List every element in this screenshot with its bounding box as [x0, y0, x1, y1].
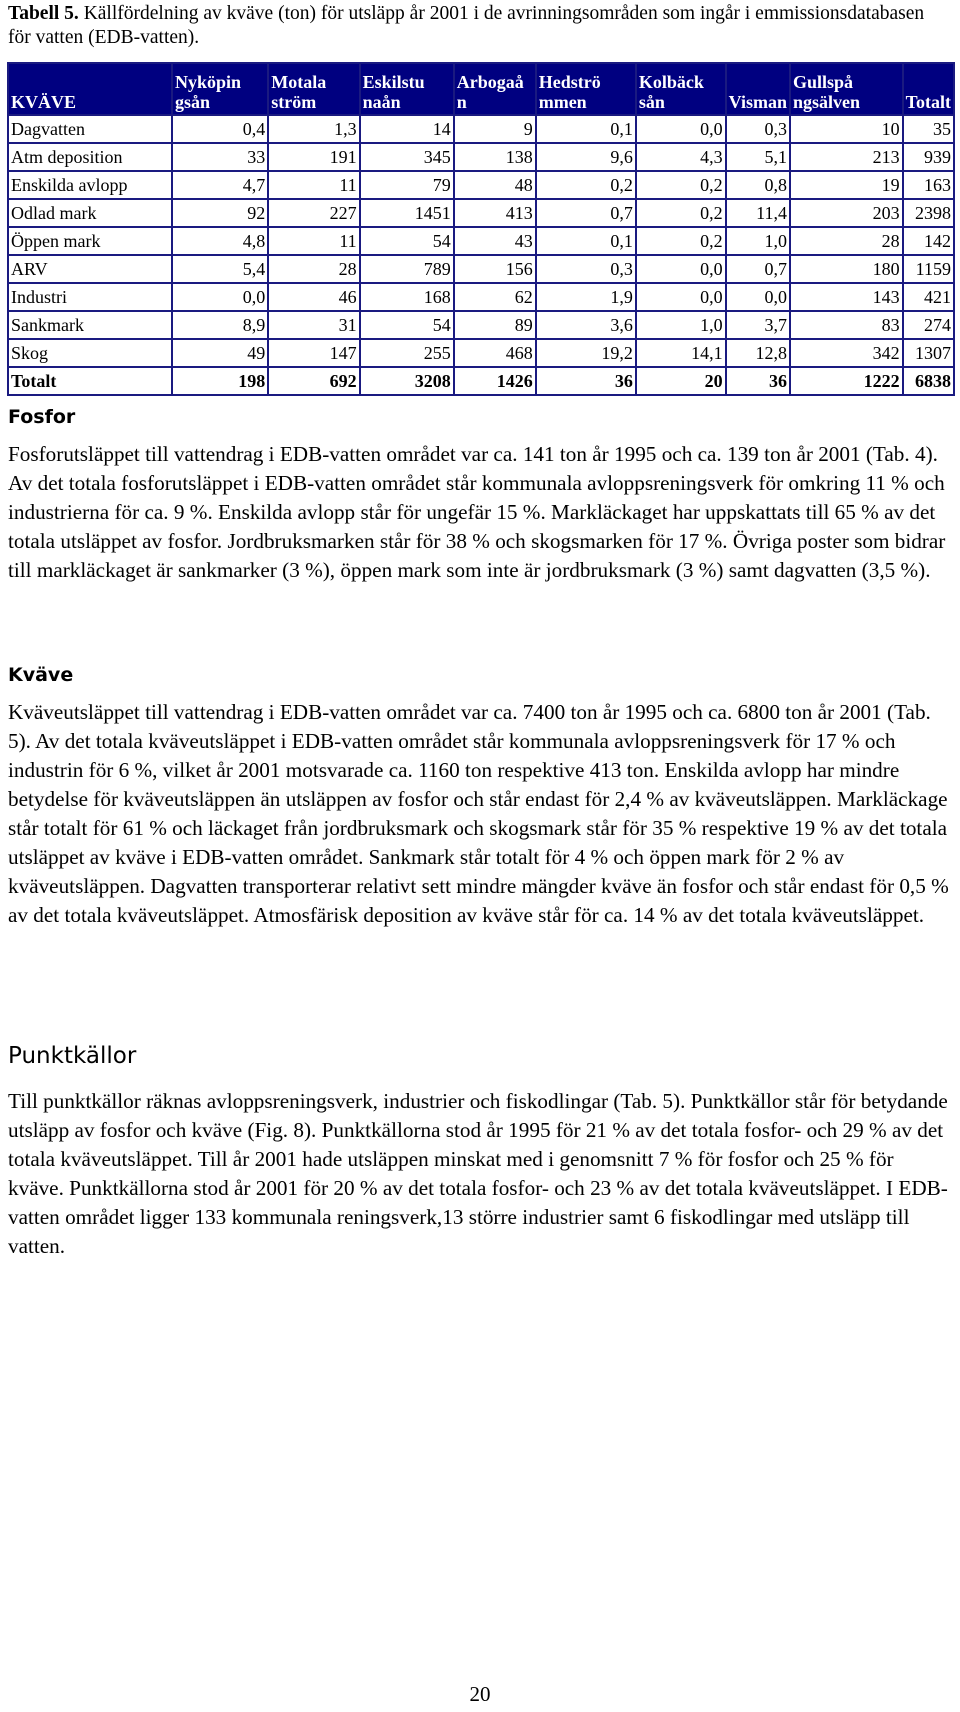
table-row	[8, 143, 954, 171]
section-heading-fosfor: Fosfor	[8, 406, 76, 428]
column-header: Nyköpin gsån	[172, 63, 268, 115]
table-cell: 0,4	[172, 115, 268, 143]
section-heading-punktkallor: Punktkällor	[8, 1043, 137, 1069]
table-cell: 692	[268, 367, 359, 395]
table-cell: 0,0	[726, 283, 790, 311]
table-cell: 345	[360, 143, 454, 171]
column-header: Hedströ mmen	[536, 63, 636, 115]
table-row	[8, 339, 954, 367]
table-cell: 0,8	[726, 171, 790, 199]
table-cell: 1,9	[536, 283, 636, 311]
table-cell: 11	[268, 227, 359, 255]
table-cell: 43	[454, 227, 536, 255]
table-cell: 14	[360, 115, 454, 143]
table-cell: 20	[636, 367, 726, 395]
table-cell: 0,2	[536, 171, 636, 199]
table-cell: 54	[360, 227, 454, 255]
table-cell: 11	[268, 171, 359, 199]
table-cell: 2398	[903, 199, 954, 227]
table-cell: 168	[360, 283, 454, 311]
row-label-cell: ARV	[8, 255, 172, 283]
table-cell: 54	[360, 311, 454, 339]
table-cell: 12,8	[726, 339, 790, 367]
table-cell: 0,0	[636, 255, 726, 283]
table-cell: 0,1	[536, 227, 636, 255]
table-cell: 79	[360, 171, 454, 199]
table-cell: 180	[790, 255, 903, 283]
table-cell: 1,0	[726, 227, 790, 255]
table-cell: 28	[790, 227, 903, 255]
table-cell: 5,4	[172, 255, 268, 283]
table-cell: 0,7	[726, 255, 790, 283]
table-cell: 191	[268, 143, 359, 171]
table-cell: 48	[454, 171, 536, 199]
table-cell: 62	[454, 283, 536, 311]
table-header-row	[8, 63, 954, 115]
column-header: Motala ström	[268, 63, 359, 115]
table-cell: 198	[172, 367, 268, 395]
table-cell: 0,0	[636, 115, 726, 143]
table-row	[8, 255, 954, 283]
row-label-cell: Dagvatten	[8, 115, 172, 143]
table-cell: 468	[454, 339, 536, 367]
table-cell: 19,2	[536, 339, 636, 367]
table-cell: 789	[360, 255, 454, 283]
table-row	[8, 311, 954, 339]
table-cell: 6838	[903, 367, 954, 395]
table-cell: 138	[454, 143, 536, 171]
table-cell: 1222	[790, 367, 903, 395]
table-cell: 28	[268, 255, 359, 283]
table-cell: 9	[454, 115, 536, 143]
table-row	[8, 171, 954, 199]
column-header: Eskilstu naån	[360, 63, 454, 115]
section-heading-kvave: Kväve	[8, 664, 74, 686]
table-cell: 227	[268, 199, 359, 227]
table-cell: 1451	[360, 199, 454, 227]
column-header: Totalt	[903, 63, 954, 115]
table-cell: 413	[454, 199, 536, 227]
table-cell: 3,6	[536, 311, 636, 339]
table-cell: 213	[790, 143, 903, 171]
table-cell: 83	[790, 311, 903, 339]
table-cell: 4,3	[636, 143, 726, 171]
table-cell: 0,2	[636, 199, 726, 227]
table-cell: 11,4	[726, 199, 790, 227]
table-cell: 3208	[360, 367, 454, 395]
table-cell: 49	[172, 339, 268, 367]
table-cell: 33	[172, 143, 268, 171]
table-cell: 255	[360, 339, 454, 367]
table-cell: 0,1	[536, 115, 636, 143]
row-label-cell: Industri	[8, 283, 172, 311]
table-cell: 0,3	[536, 255, 636, 283]
table-cell: 939	[903, 143, 954, 171]
table-cell: 143	[790, 283, 903, 311]
table-cell: 14,1	[636, 339, 726, 367]
table-caption-label: Tabell 5.	[8, 3, 79, 24]
table-cell: 0,0	[636, 283, 726, 311]
column-header: Arbogaå n	[454, 63, 536, 115]
table-cell: 8,9	[172, 311, 268, 339]
table-cell: 35	[903, 115, 954, 143]
table-cell: 421	[903, 283, 954, 311]
table-cell: 1,3	[268, 115, 359, 143]
paragraph-kvave: Kväveutsläppet till vattendrag i EDB-vatten området var ca. 7400 ton år 1995 och ca. 6800 ton år 2001 (Tab. 5). Av det totala kväveutsläppet i EDB-vatten området står kommunala avloppsreningsverk för 17 % och industrin för 6 %, vilket år 2001 motsvarade ca. 1160 ton respektive 413 ton. Enskilda avlopp har mindre betydelse för kväveutsläppen än utsläppen av fosfor och står endast för 2,4 % av kväveutsläppen. Markläckage står totalt för 61 % och läckaget från jordbruksmark och skogsmark står för 35 % respektive 19 % av det totala utsläppet av kväve i EDB-vatten området. Sankmark står totalt för 4 % och öppen mark för 2 % av kväveutsläppen. Dagvatten transporterar relativt sett mindre mängder kväve än fosfor och står endast för 0,5 % av det totala kväveutsläppet. Atmosfärisk deposition av kväve står för ca. 14 % av det totala kväveutsläppet.	[8, 700, 949, 927]
table-cell: 0,2	[636, 171, 726, 199]
table-cell: 342	[790, 339, 903, 367]
table-cell: 36	[536, 367, 636, 395]
table-cell: 156	[454, 255, 536, 283]
table-cell: 3,7	[726, 311, 790, 339]
row-label-cell: Odlad mark	[8, 199, 172, 227]
table-cell: 0,2	[636, 227, 726, 255]
table-cell: 0,7	[536, 199, 636, 227]
table-cell: 274	[903, 311, 954, 339]
table-cell: 9,6	[536, 143, 636, 171]
paragraph-fosfor: Fosforutsläppet till vattendrag i EDB-vatten området var ca. 141 ton år 1995 och ca. 139 ton år 2001 (Tab. 4). Av det totala fosforutsläppet i EDB-vatten området står kommunala avloppsreningsverk för omkring 11 % och industrierna för ca. 9 %. Enskilda avlopp står för ungefär 15 %. Markläckaget har uppskattats till 65 % av det totala utsläppet av fosfor. Jordbruksmarken står för 38 % och skogsmarken för 17 %. Övriga poster som bidrar till markläckaget är sankmarker (3 %), öppen mark som inte är jordbruksmark (3 %) samt dagvatten (3,5 %).	[8, 442, 946, 582]
column-header: Kolbäck sån	[636, 63, 726, 115]
column-header: Visman	[726, 63, 790, 115]
table-body	[8, 115, 954, 395]
table-cell: 163	[903, 171, 954, 199]
row-label-cell: Totalt	[8, 367, 172, 395]
table-cell: 31	[268, 311, 359, 339]
table-cell: 92	[172, 199, 268, 227]
row-label-cell: Öppen mark	[8, 227, 172, 255]
table-row	[8, 283, 954, 311]
table-cell: 10	[790, 115, 903, 143]
column-header: Gullspå ngsälven	[790, 63, 903, 115]
table-cell: 36	[726, 367, 790, 395]
row-label-cell: Skog	[8, 339, 172, 367]
table-cell: 89	[454, 311, 536, 339]
table-cell: 46	[268, 283, 359, 311]
column-header: KVÄVE	[8, 63, 172, 115]
table-cell: 0,3	[726, 115, 790, 143]
table-cell: 142	[903, 227, 954, 255]
table-cell: 1307	[903, 339, 954, 367]
table-cell: 1,0	[636, 311, 726, 339]
table-cell: 203	[790, 199, 903, 227]
row-label-cell: Enskilda avlopp	[8, 171, 172, 199]
row-label-cell: Sankmark	[8, 311, 172, 339]
row-label-cell: Atm deposition	[8, 143, 172, 171]
table-cell: 5,1	[726, 143, 790, 171]
table-cell: 147	[268, 339, 359, 367]
table-cell: 1426	[454, 367, 536, 395]
table-cell: 4,8	[172, 227, 268, 255]
table-row	[8, 227, 954, 255]
table-caption	[8, 2, 948, 50]
page-number: 20	[469, 1682, 491, 1706]
nitrogen-sources-table	[7, 62, 955, 396]
table-row	[8, 115, 954, 143]
table-cell: 0,0	[172, 283, 268, 311]
table-cell: 19	[790, 171, 903, 199]
paragraph-punktkallor: Till punktkällor räknas avloppsreningsverk, industrier och fiskodlingar (Tab. 5). Punktkällor står för betydande utsläpp av fosfor och kväve (Fig. 8). Punktkällorna stod år 1995 för 21 % av det totala fosfor- och 29 % av det totala kväveutsläppet. Till år 2001 hade utsläppen minskat med i genomsnitt 7 % för fosfor och 25 % för kväve. Punktkällorna stod år 2001 för 20 % av det totala fosfor- och 23 % av det totala kväveutsläppet. I EDB-vatten området ligger 133 kommunala reningsverk,13 större industrier samt 6 fiskodlingar med utsläpp till vatten.	[8, 1089, 948, 1258]
table-caption-text: Källfördelning av kväve (ton) för utsläpp år 2001 i de avrinningsområden som ingår i emmissionsdatabasen för vatten (EDB-vatten).	[8, 3, 925, 48]
table-cell: 4,7	[172, 171, 268, 199]
table-cell: 1159	[903, 255, 954, 283]
table-row	[8, 199, 954, 227]
table-row	[8, 367, 954, 395]
